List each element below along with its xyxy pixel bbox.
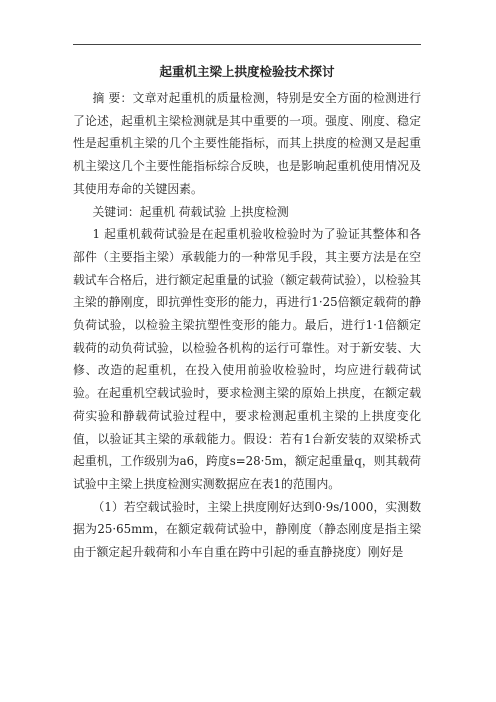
section-1-paragraph: 1 起重机载荷试验是在起重机验收检验时为了验证其整体和各部件（主要指主梁）承载能力的一种常见手段，其主要方法是在空载试车合格后，进行额定起重量的试验（额定载荷试验），以检验其主梁的静刚度，即抗弹性变形的能力，再进行1·25倍额定载荷的静负荷试验，以检验主梁抗塑性变形的能力。最后，进行1·1倍额定载荷的动负荷试验，以检验各机构的运行可靠性。对于新安装、大修、改造的起重机，在投入使用前验收检验时，均应进行载荷试验。在起重机空载试验时，要求检测主梁的原始上拱度，在额定载荷实验和静载荷试验过程中，要求检测起重机主梁的上拱度变化值，以验证其主梁的承载能力。假设：若有1台新安装的双梁桥式起重机，工作级别为a6，跨度s=28·5m，额定起重量q，则其载荷试验中主梁上拱度检测实测数据应在表1的范围内。 <box>73 227 422 491</box>
item-1-paragraph: （1）若空载试验时，主梁上拱度刚好达到0·9s/1000，实测数据为25·65mm，在额定载荷试验中，静刚度（静态刚度是指主梁由于额定起升载荷和小车自重在跨中引起的垂直静挠度）刚好是 <box>73 499 421 560</box>
keywords-paragraph: 关键词：起重机 荷载试验 上拱度检测 <box>92 204 289 219</box>
abstract-paragraph: 摘 要：文章对起重机的质量检测，特别是安全方面的检测进行了论述，起重机主梁检测就是其中重要的一项。强度、刚度、稳定性是起重机主梁的几个主要性能指标，而其上拱度的检测又是起重机主梁这几个主要性能指标综合反映，也是影响起重机使用情况及其使用寿命的关键因素。 <box>73 91 421 196</box>
page-title: 起重机主梁上拱度检验技术探讨 <box>159 64 335 79</box>
document-body <box>73 87 421 564</box>
header-rule <box>73 44 421 45</box>
